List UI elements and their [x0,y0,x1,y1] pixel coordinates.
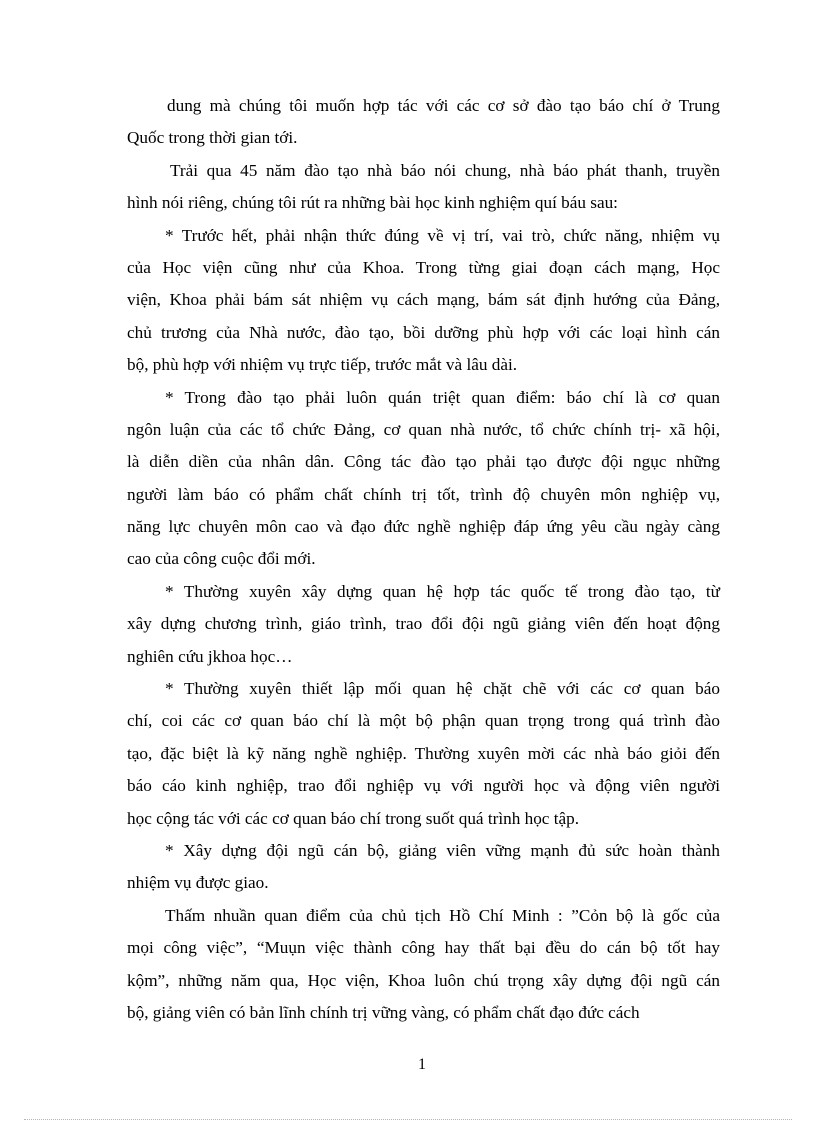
text-line: tạo, đặc biệt là kỹ năng nghề nghiệp. Thường xuyên mời các nhà báo giỏi đến [127,743,720,763]
text-line: báo cáo kinh nghiệp, trao đổi nghiệp vụ với người học và động viên người [127,776,720,796]
text-line: năng lực chuyên môn cao và đạo đức nghề nghiệp đáp ứng yêu cầu ngày càng [127,517,720,537]
text-line: nhiệm vụ được giao. [127,873,269,893]
text-line: chí, coi các cơ quan báo chí là một bộ phận quan trọng trong quá trình đào [127,711,720,731]
text-line: cao của công cuộc đổi mới. [127,549,316,569]
text-line: mọi công việc”, “Muụn việc thành công hay thất bại đều do cán bộ tốt hay [127,938,720,958]
text-line: Thấm nhuần quan điểm của chủ tịch Hồ Chí Minh : ”Cỏn bộ là gốc của [165,905,720,925]
text-line: dung mà chúng tôi muốn hợp tác với các cơ sở đào tạo báo chí ở Trung [167,96,720,115]
text-line: nghiên cứu jkhoa học… [127,646,293,666]
text-line: * Thường xuyên thiết lập mối quan hệ chặt chẽ với các cơ quan báo [165,679,720,699]
text-line: * Trước hết, phải nhận thức đúng về vị trí, vai trò, chức năng, nhiệm vụ [165,225,720,245]
text-line: xây dựng chương trình, giáo trình, trao đổi đội ngũ giảng viên đến hoạt động [127,614,720,634]
text-line: viện, Khoa phải bám sát nhiệm vụ cách mạng, bám sát định hướng của Đảng, [127,290,720,310]
text-line: Quốc trong thời gian tới. [127,128,298,148]
text-line: Trải qua 45 năm đào tạo nhà báo nói chung, nhà báo phát thanh, truyền [170,160,720,180]
text-line: chủ trương của Nhà nước, đào tạo, bồi dưỡng phù hợp với các loại hình cán [127,322,720,342]
text-line: * Trong đào tạo phải luôn quán triệt quan điểm: báo chí là cơ quan [165,387,720,407]
text-line: là diễn diền của nhân dân. Công tác đào tạo phải tạo được đội ngục những [127,452,720,472]
text-line: bộ, giảng viên có bản lĩnh chính trị vững vàng, có phẩm chất đạo đức cách [127,1002,640,1022]
text-line: kộm”, những năm qua, Học viện, Khoa luôn chú trọng xây dựng đội ngũ cán [127,970,720,990]
body-text [127,93,720,1032]
page-number: 1 [418,1056,426,1073]
text-line: * Thường xuyên xây dựng quan hệ hợp tác quốc tế trong đào tạo, từ [165,581,720,601]
text-line: bộ, phù hợp với nhiệm vụ trực tiếp, trước mắt và lâu dài. [127,355,518,375]
text-line: * Xây dựng đội ngũ cán bộ, giảng viên vững mạnh đủ sức hoàn thành [165,840,720,860]
text-line: của Học viện cũng như của Khoa. Trong từng giai đoạn cách mạng, Học [127,257,720,277]
text-line: hình nói riêng, chúng tôi rút ra những bài học kinh nghiệm quí báu sau: [127,193,618,213]
text-line: người làm báo có phẩm chất chính trị tốt, trình độ chuyên môn nghiệp vụ, [127,484,720,504]
text-line: học cộng tác với các cơ quan báo chí trong suốt quá trình học tập. [127,808,580,828]
text-line: ngôn luận của các tổ chức Đảng, cơ quan nhà nước, tổ chức chính trị- xã hội, [127,419,720,439]
page-bottom-divider [24,1119,792,1120]
